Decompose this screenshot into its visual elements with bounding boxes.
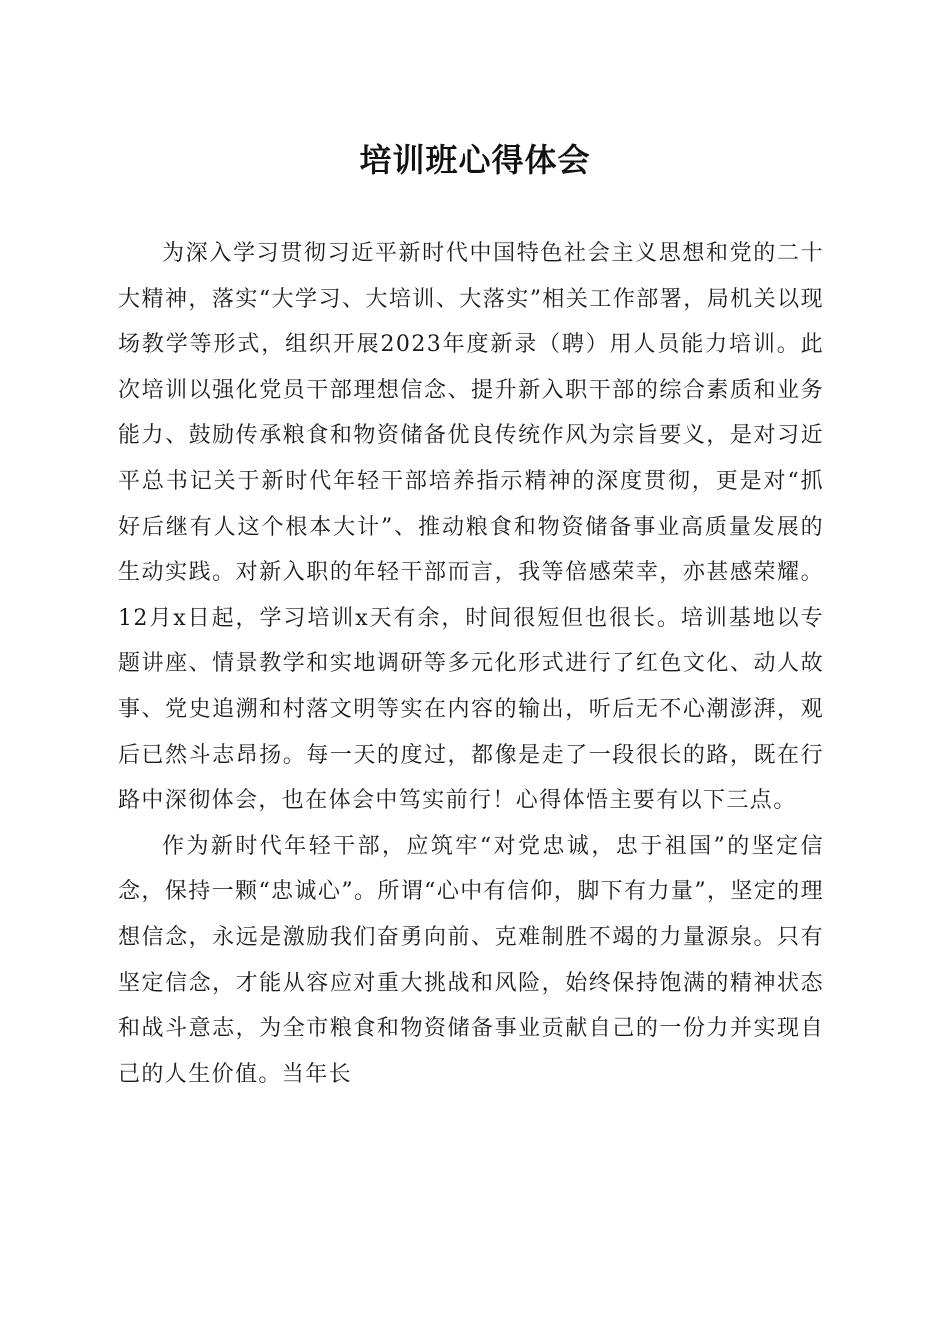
paragraph: 为深入学习贯彻习近平新时代中国特色社会主义思想和党的二十大精神，落实“大学习、大培训、大落实”相关工作部署，局机关以现场教学等形式，组织开展2023年度新录（聘）用人员能力培训。此次培训以强化党员干部理想信念、提升新入职干部的综合素质和业务能力、鼓励传承粮食和物资储备优良传统作风为宗旨要义，是对习近平总书记关于新时代年轻干部培养指示精神的深度贯彻，更是对“抓好后继有人这个根本大计”、推动粮食和物资储备事业高质量发展的生动实践。对新入职的年轻干部而言，我等倍感荣幸，亦甚感荣耀。12月x日起，学习培训x天有余，时间很短但也很长。培训基地以专题讲座、情景教学和实地调研等多元化形式进行了红色文化、动人故事、党史追溯和村落文明等实在内容的输出，听后无不心潮澎湃，观后已然斗志昂扬。每一天的度过，都像是走了一段很长的路，既在行路中深彻体会，也在体会中笃实前行！心得体悟主要有以下三点。 (118, 241, 824, 814)
paragraph: 作为新时代年轻干部，应筑牢“对党忠诚，忠于祖国”的坚定信念，保持一颗“忠诚心”。所谓“心中有信仰，脚下有力量”，坚定的理想信念，永远是激励我们奋勇向前、克难制胜不竭的力量源泉。只有坚定信念，才能从容应对重大挑战和风险，始终保持饱满的精神状态和战斗意志，为全市粮食和物资储备事业贡献自己的一份力并实现自己的人生价值。当年长 (118, 833, 824, 1087)
document-body (118, 231, 824, 1097)
document-title: 培训班心得体会 (359, 141, 591, 179)
